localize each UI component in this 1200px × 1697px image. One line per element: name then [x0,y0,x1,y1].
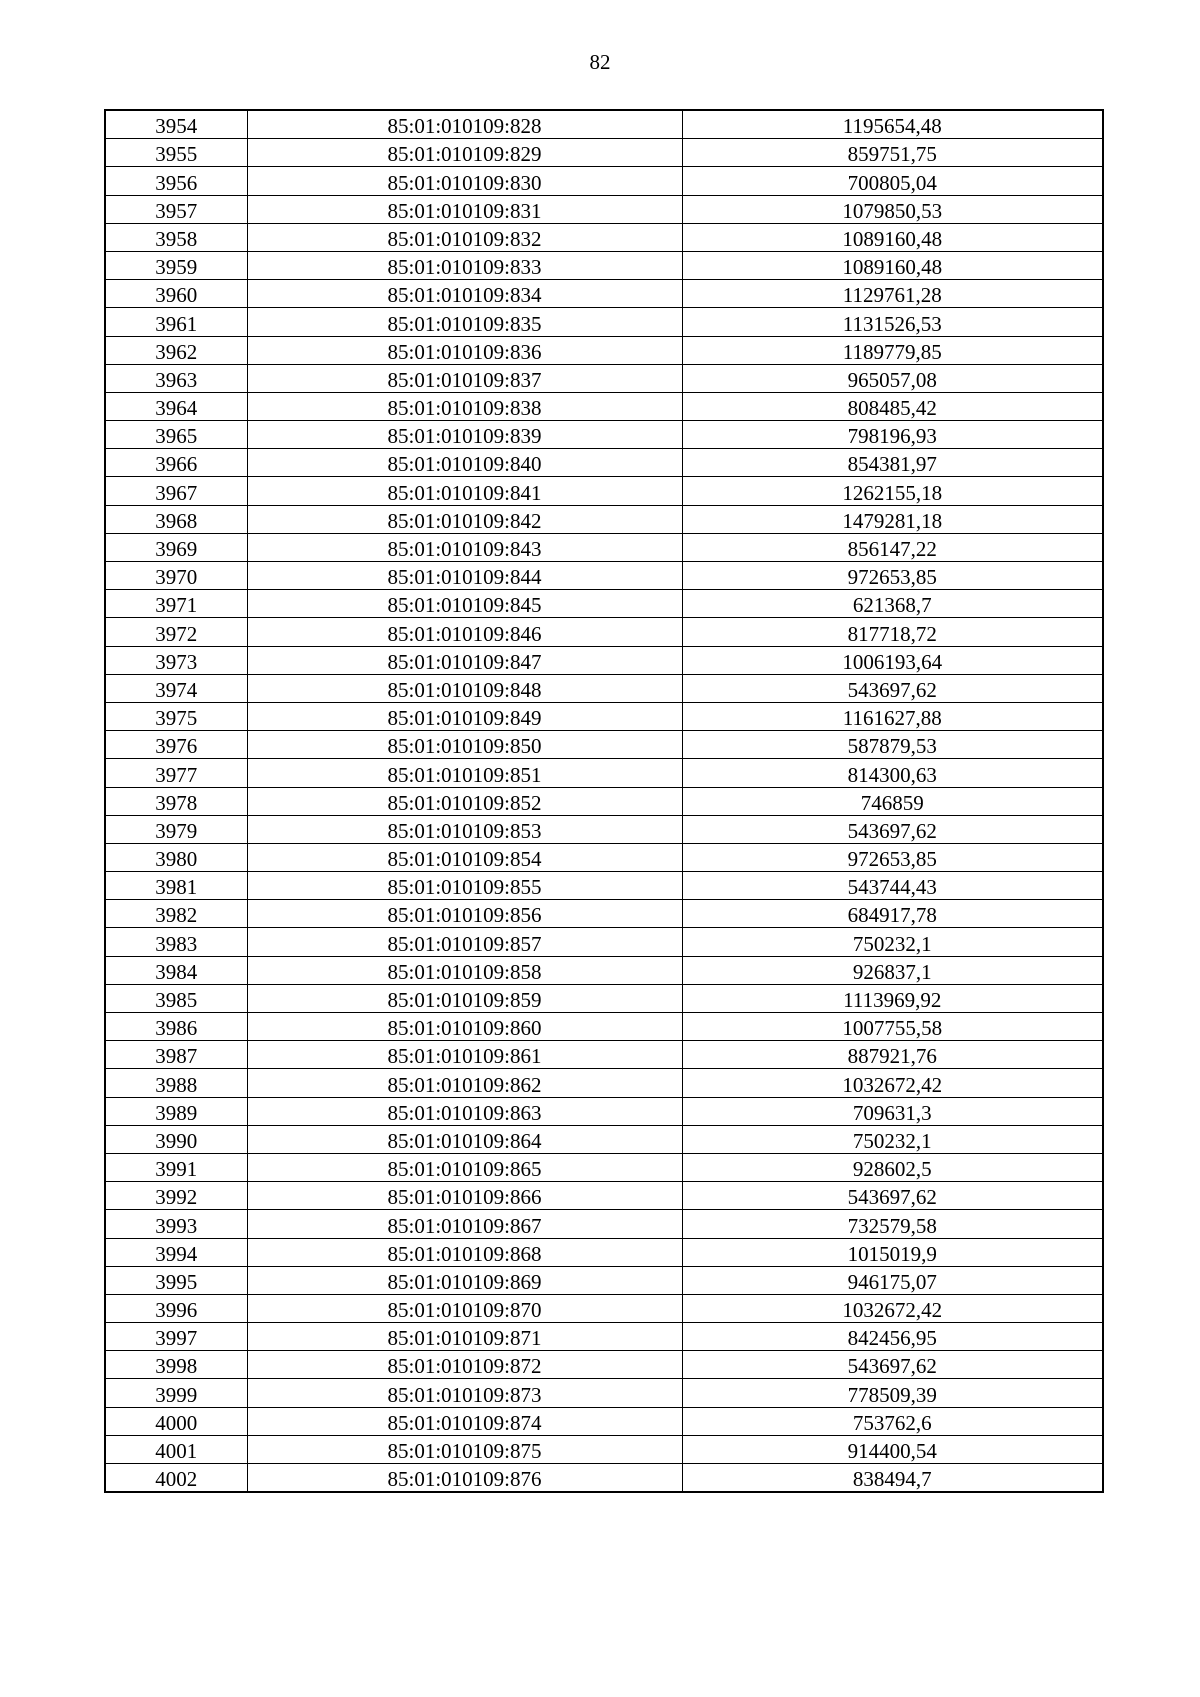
table-row [105,336,1103,364]
row-number-cell: 3989 [105,1097,247,1125]
cadastral-number-cell: 85:01:010109:871 [247,1323,682,1351]
value-cell: 750232,1 [682,928,1103,956]
row-number-cell: 3954 [105,110,247,139]
row-number-cell: 3986 [105,1013,247,1041]
row-number-cell: 3957 [105,195,247,223]
table-row [105,477,1103,505]
table-row [105,392,1103,420]
value-cell: 750232,1 [682,1125,1103,1153]
table-row [105,251,1103,279]
value-cell: 972653,85 [682,843,1103,871]
table-row [105,1125,1103,1153]
value-cell: 914400,54 [682,1435,1103,1463]
row-number-cell: 3998 [105,1351,247,1379]
cadastral-number-cell: 85:01:010109:860 [247,1013,682,1041]
value-cell: 972653,85 [682,562,1103,590]
cadastral-number-cell: 85:01:010109:828 [247,110,682,139]
value-cell: 856147,22 [682,533,1103,561]
value-cell: 709631,3 [682,1097,1103,1125]
cadastral-number-cell: 85:01:010109:849 [247,702,682,730]
row-number-cell: 3965 [105,421,247,449]
row-number-cell: 3984 [105,956,247,984]
table-row [105,1238,1103,1266]
value-cell: 859751,75 [682,139,1103,167]
cadastral-number-cell: 85:01:010109:841 [247,477,682,505]
row-number-cell: 3988 [105,1069,247,1097]
value-cell: 1089160,48 [682,223,1103,251]
value-cell: 543697,62 [682,815,1103,843]
row-number-cell: 3992 [105,1182,247,1210]
row-number-cell: 3978 [105,787,247,815]
table-row [105,1069,1103,1097]
row-number-cell: 3985 [105,984,247,1012]
row-number-cell: 3996 [105,1294,247,1322]
row-number-cell: 3966 [105,449,247,477]
value-cell: 965057,08 [682,364,1103,392]
row-number-cell: 3981 [105,872,247,900]
table-row [105,590,1103,618]
table-row [105,1323,1103,1351]
row-number-cell: 3979 [105,815,247,843]
value-cell: 887921,76 [682,1041,1103,1069]
value-cell: 700805,04 [682,167,1103,195]
table-row [105,1351,1103,1379]
table-row [105,562,1103,590]
cadastral-number-cell: 85:01:010109:851 [247,759,682,787]
table-row [105,280,1103,308]
row-number-cell: 3972 [105,618,247,646]
cadastral-number-cell: 85:01:010109:840 [247,449,682,477]
value-cell: 838494,7 [682,1464,1103,1493]
value-cell: 1161627,88 [682,702,1103,730]
cadastral-number-cell: 85:01:010109:843 [247,533,682,561]
cadastral-number-cell: 85:01:010109:859 [247,984,682,1012]
value-cell: 1195654,48 [682,110,1103,139]
table-row [105,1266,1103,1294]
table-row [105,1407,1103,1435]
cadastral-number-cell: 85:01:010109:872 [247,1351,682,1379]
row-number-cell: 3973 [105,646,247,674]
row-number-cell: 3969 [105,533,247,561]
row-number-cell: 3960 [105,280,247,308]
table-row [105,674,1103,702]
cadastral-number-cell: 85:01:010109:834 [247,280,682,308]
table-row [105,223,1103,251]
table-row [105,1379,1103,1407]
cadastral-number-cell: 85:01:010109:848 [247,674,682,702]
row-number-cell: 3990 [105,1125,247,1153]
row-number-cell: 3967 [105,477,247,505]
row-number-cell: 3963 [105,364,247,392]
table-row [105,449,1103,477]
row-number-cell: 3983 [105,928,247,956]
row-number-cell: 4000 [105,1407,247,1435]
table-body [105,110,1103,1492]
cadastral-number-cell: 85:01:010109:847 [247,646,682,674]
value-cell: 543697,62 [682,1351,1103,1379]
table-row [105,1210,1103,1238]
row-number-cell: 3999 [105,1379,247,1407]
table-row [105,1435,1103,1463]
table-row [105,308,1103,336]
value-cell: 753762,6 [682,1407,1103,1435]
table-row [105,702,1103,730]
row-number-cell: 3959 [105,251,247,279]
value-cell: 1032672,42 [682,1069,1103,1097]
row-number-cell: 3955 [105,139,247,167]
row-number-cell: 3997 [105,1323,247,1351]
cadastral-number-cell: 85:01:010109:842 [247,505,682,533]
cadastral-number-cell: 85:01:010109:873 [247,1379,682,1407]
cadastral-number-cell: 85:01:010109:833 [247,251,682,279]
value-cell: 1131526,53 [682,308,1103,336]
cadastral-number-cell: 85:01:010109:830 [247,167,682,195]
table-row [105,618,1103,646]
cadastral-number-cell: 85:01:010109:868 [247,1238,682,1266]
row-number-cell: 3962 [105,336,247,364]
data-table [104,109,1104,1493]
value-cell: 1079850,53 [682,195,1103,223]
table-row [105,195,1103,223]
table-row [105,1041,1103,1069]
value-cell: 928602,5 [682,1153,1103,1181]
row-number-cell: 4001 [105,1435,247,1463]
cadastral-number-cell: 85:01:010109:857 [247,928,682,956]
value-cell: 926837,1 [682,956,1103,984]
row-number-cell: 3980 [105,843,247,871]
row-number-cell: 3971 [105,590,247,618]
cadastral-number-cell: 85:01:010109:865 [247,1153,682,1181]
value-cell: 1189779,85 [682,336,1103,364]
table-row [105,759,1103,787]
cadastral-number-cell: 85:01:010109:867 [247,1210,682,1238]
row-number-cell: 3958 [105,223,247,251]
row-number-cell: 3976 [105,731,247,759]
cadastral-number-cell: 85:01:010109:864 [247,1125,682,1153]
value-cell: 808485,42 [682,392,1103,420]
table-row [105,533,1103,561]
row-number-cell: 3987 [105,1041,247,1069]
cadastral-number-cell: 85:01:010109:852 [247,787,682,815]
cadastral-number-cell: 85:01:010109:862 [247,1069,682,1097]
value-cell: 732579,58 [682,1210,1103,1238]
value-cell: 1032672,42 [682,1294,1103,1322]
value-cell: 946175,07 [682,1266,1103,1294]
cadastral-number-cell: 85:01:010109:869 [247,1266,682,1294]
value-cell: 1479281,18 [682,505,1103,533]
row-number-cell: 3974 [105,674,247,702]
cadastral-number-cell: 85:01:010109:870 [247,1294,682,1322]
page-number: 82 [589,50,611,74]
table-row [105,956,1103,984]
table-row [105,1013,1103,1041]
cadastral-number-cell: 85:01:010109:858 [247,956,682,984]
cadastral-number-cell: 85:01:010109:835 [247,308,682,336]
table-row [105,505,1103,533]
cadastral-number-cell: 85:01:010109:831 [247,195,682,223]
table-row [105,139,1103,167]
table-row [105,731,1103,759]
cadastral-number-cell: 85:01:010109:838 [247,392,682,420]
row-number-cell: 3975 [105,702,247,730]
cadastral-number-cell: 85:01:010109:854 [247,843,682,871]
cadastral-number-cell: 85:01:010109:846 [247,618,682,646]
row-number-cell: 3991 [105,1153,247,1181]
value-cell: 684917,78 [682,900,1103,928]
cadastral-number-cell: 85:01:010109:844 [247,562,682,590]
value-cell: 1007755,58 [682,1013,1103,1041]
table-row [105,787,1103,815]
value-cell: 543744,43 [682,872,1103,900]
value-cell: 798196,93 [682,421,1103,449]
row-number-cell: 3995 [105,1266,247,1294]
value-cell: 1262155,18 [682,477,1103,505]
cadastral-number-cell: 85:01:010109:845 [247,590,682,618]
table-row [105,900,1103,928]
table-row [105,928,1103,956]
table-row [105,1182,1103,1210]
value-cell: 1113969,92 [682,984,1103,1012]
value-cell: 543697,62 [682,674,1103,702]
row-number-cell: 3977 [105,759,247,787]
value-cell: 778509,39 [682,1379,1103,1407]
cadastral-number-cell: 85:01:010109:856 [247,900,682,928]
value-cell: 1015019,9 [682,1238,1103,1266]
cadastral-number-cell: 85:01:010109:853 [247,815,682,843]
table-row [105,364,1103,392]
cadastral-number-cell: 85:01:010109:874 [247,1407,682,1435]
cadastral-number-cell: 85:01:010109:866 [247,1182,682,1210]
table-row [105,872,1103,900]
value-cell: 1006193,64 [682,646,1103,674]
table-row [105,1153,1103,1181]
cadastral-number-cell: 85:01:010109:837 [247,364,682,392]
table-row [105,1294,1103,1322]
cadastral-number-cell: 85:01:010109:850 [247,731,682,759]
value-cell: 746859 [682,787,1103,815]
value-cell: 817718,72 [682,618,1103,646]
row-number-cell: 3956 [105,167,247,195]
row-number-cell: 3994 [105,1238,247,1266]
row-number-cell: 3970 [105,562,247,590]
value-cell: 842456,95 [682,1323,1103,1351]
value-cell: 1129761,28 [682,280,1103,308]
table-row [105,815,1103,843]
cadastral-number-cell: 85:01:010109:863 [247,1097,682,1125]
table-row [105,646,1103,674]
row-number-cell: 4002 [105,1464,247,1493]
value-cell: 587879,53 [682,731,1103,759]
row-number-cell: 3961 [105,308,247,336]
row-number-cell: 3968 [105,505,247,533]
cadastral-number-cell: 85:01:010109:829 [247,139,682,167]
row-number-cell: 3993 [105,1210,247,1238]
table-row [105,1464,1103,1493]
table-row [105,167,1103,195]
value-cell: 543697,62 [682,1182,1103,1210]
row-number-cell: 3964 [105,392,247,420]
cadastral-number-cell: 85:01:010109:832 [247,223,682,251]
cadastral-number-cell: 85:01:010109:836 [247,336,682,364]
table-row [105,1097,1103,1125]
value-cell: 854381,97 [682,449,1103,477]
cadastral-number-cell: 85:01:010109:839 [247,421,682,449]
cadastral-number-cell: 85:01:010109:876 [247,1464,682,1493]
row-number-cell: 3982 [105,900,247,928]
table-row [105,421,1103,449]
table-row [105,984,1103,1012]
value-cell: 1089160,48 [682,251,1103,279]
table-row [105,843,1103,871]
table-row [105,110,1103,139]
value-cell: 621368,7 [682,590,1103,618]
cadastral-number-cell: 85:01:010109:855 [247,872,682,900]
value-cell: 814300,63 [682,759,1103,787]
cadastral-number-cell: 85:01:010109:861 [247,1041,682,1069]
cadastral-number-cell: 85:01:010109:875 [247,1435,682,1463]
